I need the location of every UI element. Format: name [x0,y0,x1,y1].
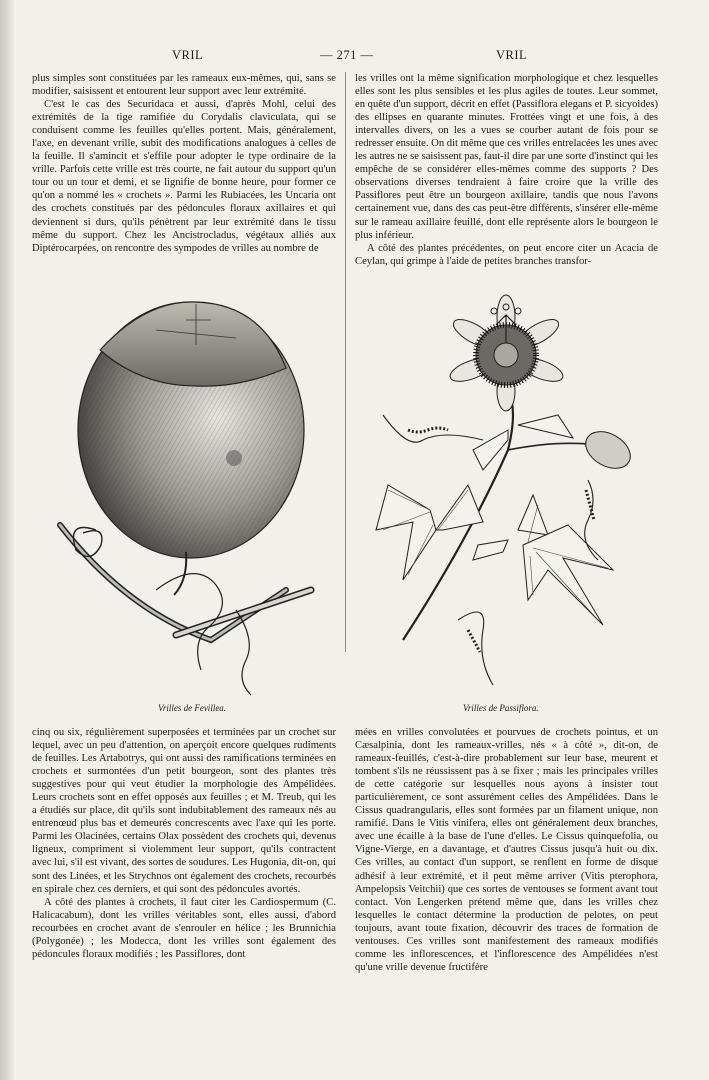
paragraph: C'est le cas des Securidaca et aussi, d'après Mohl, celui des extrémités de la tige ramifiée du Corydalis claviculata, qui se conduisent comme les feuilles qu'elles portent. Mais, généralement, l'axe, en devenant vrille, subit des modifications analogues à celles de la feuille. Il s'amincit et s'effile pour adopter le type ordinaire de la vrille. Parfois cette vrille est très courte, ne fait autour du support qu'un tour ou un tour et demi, et se lignifie de bonne heure, pour former ce qu'on a nommé les « crochets ». Parmi les Rubiacées, les Uncaria ont des crochets constitués par des pédoncules floraux axillaires et qui deviennent si durs, qu'ils pénètrent par leur extrémité dans le tissu même du support. Chez les Ancistrocladus, végétaux alliés aux Diptérocarpées, on rencontre des sympodes de vrilles au nombre de [32,99,336,254]
running-header [0,48,709,66]
paragraph: les vrilles ont la même signification morphologique et chez lesquelles elles sont les plus sensibles et les plus agiles de toutes. Leur sommet, en quête d'un support, décrit en effet (Passiflora elegans et P. sicyoides) des ellipses en quarante minutes. Frottées vingt et une fois, à des intervalles divers, on les a vues se courber autant de fois pour se redresser ensuite. On dit même que ces vrilles entrelacées les unes avec les autres ne se saisissent pas, faut-il dire par une sorte d'instinct qui les empêche de se considérer elles-mêmes comme des supports ? Des observations diverses tendraient à faire croire que la vrille des Passiflores peut être un bourgeon axillaire, tandis que nous l'avons certainement vue, dans des cas peut-être différents, s'insérer elle-même sur le rameau axillaire feuillé, dont elle représente alors le bourgeon le plus inférieur. [355,73,658,241]
figure-caption-passiflora: Vrilles de Passiflora. [463,703,539,713]
column-top-right [355,72,658,268]
column-divider [345,72,346,652]
paragraph: A côté des plantes à crochets, il faut citer les Cardiospermum (C. Halicacabum), dont les vrilles véritables sont, elles aussi, d'abord recourbées en crochet avant de s'enrouler en hélice ; les Brunnichia (Polygonée) ; les Modecca, dont les vrilles sont également des pédoncules floraux modifiés ; les Passiflores, dont [32,896,336,960]
header-left-word: VRIL [172,48,204,62]
column-bottom-right [355,726,658,974]
column-bottom-left [32,726,336,961]
paragraph: cinq ou six, régulièrement superposées et terminées par un crochet sur lequel, avec un peu d'attention, on aperçoit encore quelques rudiments de feuilles. Les Artabotrys, qui ont aussi des ramifications terminées en crochets et surmontées d'un petit bourgeon, sont des plantes très suggestives pour qui veut étudier la morphologie des Ampélidées. Leurs crochets sont en effet opposés aux feuilles ; et M. Treub, qui les a étudiés sur place, dit qu'ils sont indubitablement des rameaux nés au entrenœud plus bas et demeurés concrescents avec l'axe qui les porte. Parmi les Olacinées, certains Olax possèdent des crochets qui, devenus ligneux, compriment si violemment leur support, qu'ils contractent avec lui, s'il est vivant, des sortes de soudures. Les Hugonia, dit-on, qui sont des Linées, et les Strychnos ont également des crochets, recourbés en spirale chez ces derniers, et qui sont des pédoncules avortés. [32,727,336,895]
page-edge-shadow [0,0,14,1080]
paragraph: plus simples sont constituées par les rameaux eux-mêmes, qui, sans se modifier, saisissent et entourent leur support avec leur extrémité. [32,73,336,98]
page-number: — 271 — [320,48,374,62]
header-right-word: VRIL [496,48,528,62]
column-top-left [32,72,336,255]
paragraph: A côté des plantes précédentes, on peut encore citer un Acacia de Ceylan, qui grimpe à l'aide de petites branches transfor- [355,242,658,267]
figure-passiflora-illustration [358,290,658,700]
figure-caption-fevillea: Vrilles de Fevillea. [158,703,227,713]
figure-fevillea-illustration [36,290,336,700]
paragraph: mées en vrilles convolutées et pourvues de crochets pointus, et un Cæsalpinia, dont les rameaux-vrilles, nés « à côté », dit-on, de rameaux-feuillés, c'est-à-dire probablement sur leur base, meurent et tombent s'ils ne réussissent pas à se fixer ; mais les principales vrilles de cette catégorie sur lesquelles nous ayons à insister tout particulièrement, ce sont assurément celles des Ampélidées. Dans le Cissus quadrangularis, elles sont formées par un filament unique, non ramifié. Dans le Vitis vinifera, elles ont généralement deux branches, avec une écaille à la base de l'une d'elles. Le Cissus quinquefolia, ou Vigne-Vierge, en a davantage, et d'autres Cissus jusqu'à huit ou dix. Ces vrilles, au contact d'un support, se renflent en forme de disque adhésif à leur extrémité, et il peut même arriver (Vitis pterophora, Ampelopsis Veitchii) que ces sortes de ventouses se forment avant tout contact. Von Lengerken prétend même que, dans les vrilles chez lesquelles le contact détermine la production de pelotes, on peut toujours, avant toute fixation, découvrir des traces de formation de ventouses. Ces vrilles sont manifestement des rameaux modifiés comme les inflorescences, et l'inflorescence des Ampélidées n'est qu'une vrille devenue fructifère [355,727,658,973]
